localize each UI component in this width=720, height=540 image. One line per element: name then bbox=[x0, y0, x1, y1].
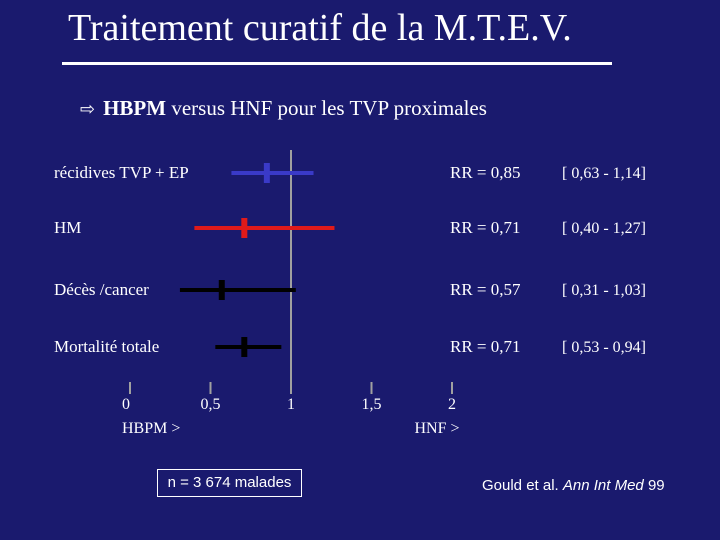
x-tick-label: 2 bbox=[448, 396, 456, 413]
rr-value: RR = 0,85 bbox=[450, 163, 521, 182]
point-estimate bbox=[241, 337, 247, 357]
subtitle-rest: versus HNF pour les TVP proximales bbox=[166, 96, 487, 120]
ci-text: [ 0,53 - 0,94] bbox=[562, 339, 646, 356]
point-estimate bbox=[241, 218, 247, 238]
sample-size-box: n = 3 674 malades bbox=[157, 469, 302, 497]
x-tick-label: 0,5 bbox=[200, 396, 221, 413]
x-tick-label: 0 bbox=[122, 396, 130, 413]
x-tick-label: 1,5 bbox=[361, 396, 382, 413]
hollow-right-arrow-icon: ⇨ bbox=[80, 99, 96, 120]
point-estimate bbox=[219, 280, 225, 300]
rr-value: RR = 0,71 bbox=[450, 337, 521, 356]
citation-year: 99 bbox=[643, 477, 665, 494]
axis-right-label: HNF > bbox=[414, 420, 460, 437]
row-label: Mortalité totale bbox=[54, 337, 160, 356]
row-label: récidives TVP + EP bbox=[54, 163, 189, 182]
ci-text: [ 0,31 - 1,03] bbox=[562, 282, 646, 299]
ci-text: [ 0,40 - 1,27] bbox=[562, 220, 646, 237]
citation bbox=[482, 477, 665, 494]
slide-title: Traitement curatif de la M.T.E.V. bbox=[68, 7, 572, 49]
x-tick-label: 1 bbox=[287, 396, 295, 413]
citation-authors: Gould et al. bbox=[482, 477, 563, 494]
citation-journal: Ann Int Med bbox=[562, 477, 644, 494]
axis-left-label: HBPM > bbox=[122, 420, 181, 437]
ci-text: [ 0,63 - 1,14] bbox=[562, 165, 646, 182]
row-label: HM bbox=[54, 218, 82, 237]
point-estimate bbox=[264, 163, 270, 183]
subtitle-bold: HBPM bbox=[103, 96, 167, 120]
row-label: Décès /cancer bbox=[54, 280, 149, 299]
rr-value: RR = 0,71 bbox=[450, 218, 521, 237]
rr-value: RR = 0,57 bbox=[450, 280, 521, 299]
